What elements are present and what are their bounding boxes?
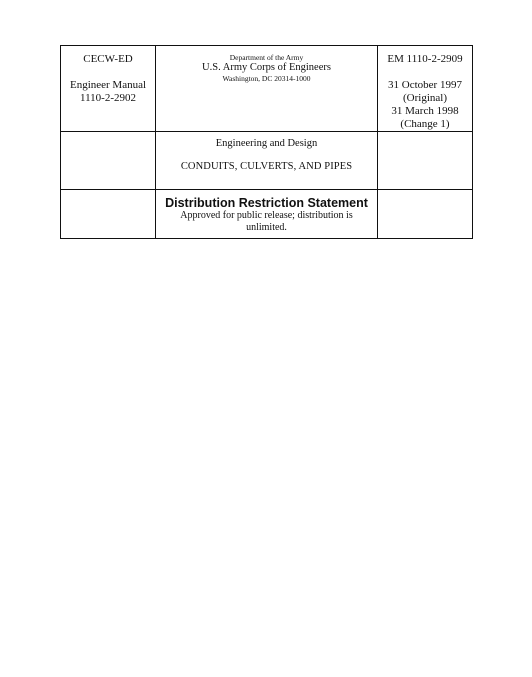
manual-line: 1110-2-2902: [79, 92, 136, 104]
date-line: 31 March 1998: [391, 105, 459, 117]
document-cover-table: [60, 45, 473, 239]
publication-dates: [380, 79, 470, 131]
restriction-statement: Approved for public release; distribution is unlimited.: [180, 210, 353, 233]
date-line: 31 October 1997: [388, 79, 462, 91]
restriction-cell: [156, 190, 378, 239]
restriction-row: [61, 190, 473, 239]
empty-cell: [61, 190, 156, 239]
document-title: CONDUITS, CULVERTS, AND PIPES: [180, 161, 353, 172]
empty-cell: [61, 132, 156, 190]
agency-name: U.S. Army Corps of Engineers: [202, 62, 331, 73]
date-line: (Change 1): [400, 118, 450, 130]
date-line: (Original): [403, 92, 447, 104]
subject-category: Engineering and Design: [215, 138, 318, 149]
office-symbol: CECW-ED: [83, 53, 133, 65]
restriction-heading: Distribution Restriction Statement: [165, 196, 368, 210]
agency-cell: [156, 46, 378, 132]
header-row: [61, 46, 473, 132]
subject-row: [61, 132, 473, 190]
manual-designation: [63, 79, 153, 105]
office-cell: [61, 46, 156, 132]
em-number: EM 1110-2-2909: [387, 53, 463, 65]
department-name: Department of the Army: [229, 53, 304, 62]
manual-line: Engineer Manual: [69, 79, 147, 91]
agency-address: Washington, DC 20314-1000: [222, 74, 311, 83]
subject-cell: [156, 132, 378, 190]
empty-cell: [378, 132, 473, 190]
empty-cell: [378, 190, 473, 239]
em-number-cell: [378, 46, 473, 132]
